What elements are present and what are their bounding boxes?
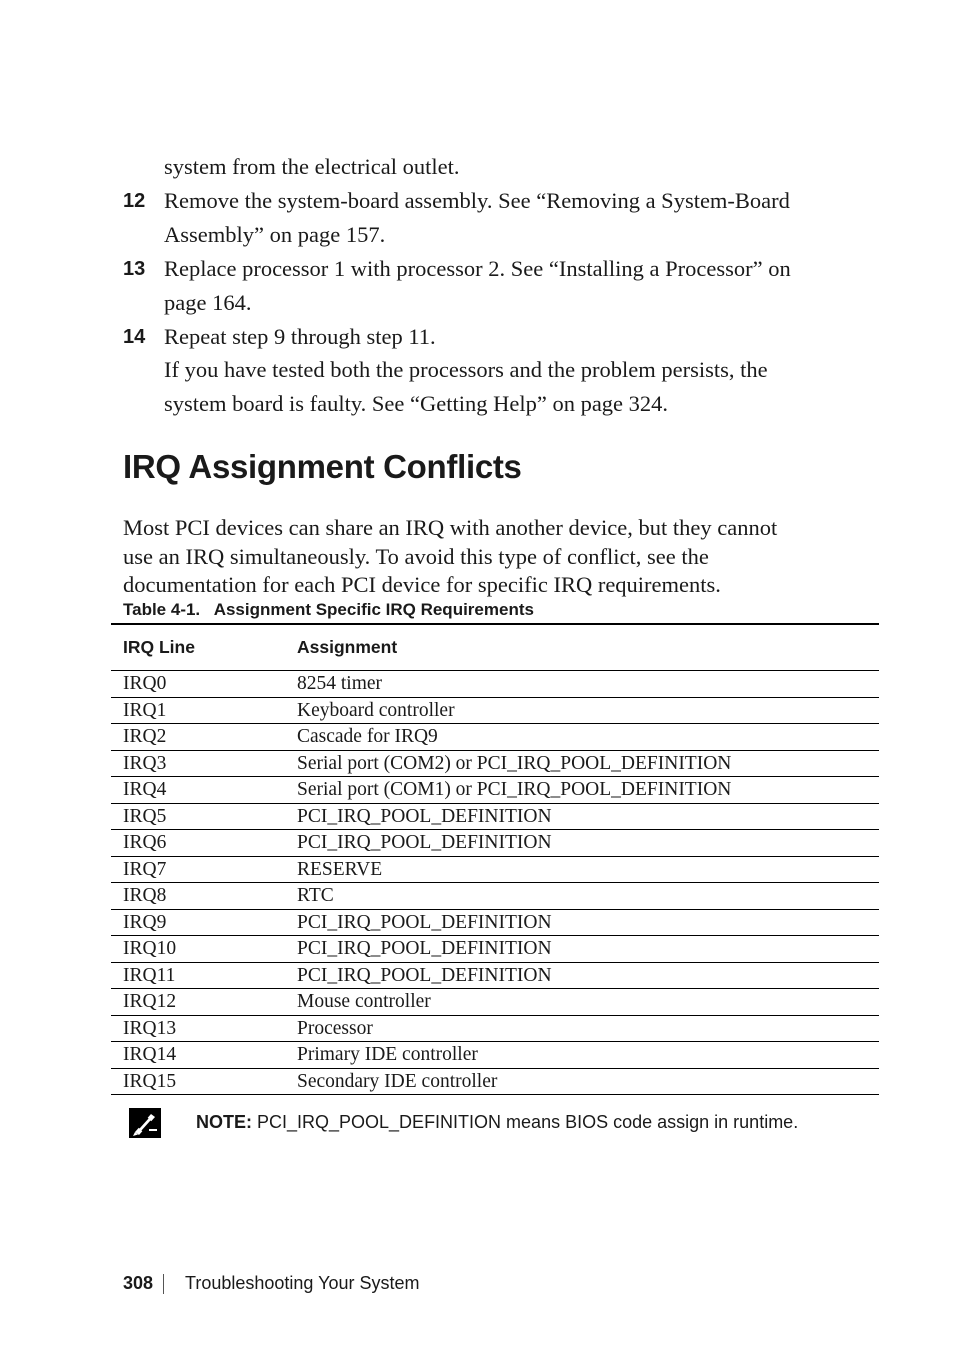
irq-line-cell: IRQ15 bbox=[111, 1068, 285, 1095]
irq-line-cell: IRQ12 bbox=[111, 989, 285, 1016]
step-13-line-2: page 164. bbox=[164, 290, 252, 315]
step-14-line-3: system board is faulty. See “Getting Help” on page 324. bbox=[164, 391, 669, 416]
note-label: NOTE: bbox=[196, 1112, 252, 1132]
intro-line-3: documentation for each PCI device for specific IRQ requirements. bbox=[123, 572, 721, 597]
table-row bbox=[111, 777, 879, 804]
footer-title: Troubleshooting Your System bbox=[185, 1273, 420, 1293]
table-row bbox=[111, 1042, 879, 1069]
intro-line-1: Most PCI devices can share an IRQ with another device, but they cannot bbox=[123, 515, 778, 540]
irq-line-cell: IRQ6 bbox=[111, 830, 285, 857]
assignment-cell: PCI_IRQ_POOL_DEFINITION bbox=[285, 803, 879, 830]
table-row bbox=[111, 750, 879, 777]
irq-line-cell: IRQ4 bbox=[111, 777, 285, 804]
section-heading: IRQ Assignment Conflicts bbox=[123, 448, 522, 485]
irq-line-cell: IRQ3 bbox=[111, 750, 285, 777]
header-assignment: Assignment bbox=[285, 624, 879, 671]
assignment-cell: RTC bbox=[285, 883, 879, 910]
step-13-line-1: Replace processor 1 with processor 2. See “Installing a Processor” on bbox=[164, 256, 791, 281]
table-body bbox=[111, 671, 879, 1095]
assignment-cell: PCI_IRQ_POOL_DEFINITION bbox=[285, 830, 879, 857]
table-row bbox=[111, 724, 879, 751]
note-body: PCI_IRQ_POOL_DEFINITION means BIOS code assign in runtime. bbox=[252, 1112, 799, 1132]
assignment-cell: RESERVE bbox=[285, 856, 879, 883]
assignment-cell: Secondary IDE controller bbox=[285, 1068, 879, 1095]
assignment-cell: Mouse controller bbox=[285, 989, 879, 1016]
irq-line-cell: IRQ11 bbox=[111, 962, 285, 989]
assignment-cell: PCI_IRQ_POOL_DEFINITION bbox=[285, 909, 879, 936]
irq-line-cell: IRQ13 bbox=[111, 1015, 285, 1042]
table-row bbox=[111, 697, 879, 724]
table-row bbox=[111, 1068, 879, 1095]
assignment-cell: 8254 timer bbox=[285, 671, 879, 698]
table-row bbox=[111, 936, 879, 963]
table-row bbox=[111, 1015, 879, 1042]
step-number-12: 12 bbox=[123, 190, 146, 212]
step-14-line-1: Repeat step 9 through step 11. bbox=[164, 324, 436, 349]
irq-line-cell: IRQ1 bbox=[111, 697, 285, 724]
assignment-cell: Keyboard controller bbox=[285, 697, 879, 724]
table-row bbox=[111, 830, 879, 857]
table-caption: Table 4-1. Assignment Specific IRQ Requirements bbox=[123, 600, 534, 619]
table-row bbox=[111, 989, 879, 1016]
table-row bbox=[111, 671, 879, 698]
assignment-cell: PCI_IRQ_POOL_DEFINITION bbox=[285, 936, 879, 963]
assignment-cell: Cascade for IRQ9 bbox=[285, 724, 879, 751]
header-irq-line: IRQ Line bbox=[111, 624, 285, 671]
footer-divider bbox=[163, 1274, 164, 1294]
step-12-line-1: Remove the system-board assembly. See “Removing a System-Board bbox=[164, 188, 790, 213]
assignment-cell: Serial port (COM2) or PCI_IRQ_POOL_DEFINITION bbox=[285, 750, 879, 777]
irq-line-cell: IRQ7 bbox=[111, 856, 285, 883]
irq-line-cell: IRQ0 bbox=[111, 671, 285, 698]
assignment-cell: PCI_IRQ_POOL_DEFINITION bbox=[285, 962, 879, 989]
intro-line-2: use an IRQ simultaneously. To avoid this type of conflict, see the bbox=[123, 543, 709, 569]
table-row bbox=[111, 803, 879, 830]
note-text bbox=[196, 1112, 798, 1133]
intro-paragraph bbox=[123, 514, 823, 600]
pencil-note-icon bbox=[129, 1108, 161, 1138]
table-header-row bbox=[111, 624, 879, 671]
irq-line-cell: IRQ9 bbox=[111, 909, 285, 936]
table-row bbox=[111, 962, 879, 989]
irq-line-cell: IRQ2 bbox=[111, 724, 285, 751]
irq-line-cell: IRQ8 bbox=[111, 883, 285, 910]
table-row bbox=[111, 856, 879, 883]
irq-line-cell: IRQ14 bbox=[111, 1042, 285, 1069]
irq-line-cell: IRQ10 bbox=[111, 936, 285, 963]
step-14-line-2: If you have tested both the processors and the problem persists, the bbox=[164, 357, 768, 382]
page-number: 308 bbox=[123, 1273, 154, 1293]
irq-line-cell: IRQ5 bbox=[111, 803, 285, 830]
assignment-cell: Serial port (COM1) or PCI_IRQ_POOL_DEFINITION bbox=[285, 777, 879, 804]
step-12-line-2: Assembly” on page 157. bbox=[164, 222, 386, 247]
irq-assignment-table bbox=[111, 623, 879, 1095]
step-number-13: 13 bbox=[123, 258, 146, 280]
table-row bbox=[111, 909, 879, 936]
table-row bbox=[111, 883, 879, 910]
assignment-cell: Processor bbox=[285, 1015, 879, 1042]
step-continuation: system from the electrical outlet. bbox=[164, 154, 460, 179]
assignment-cell: Primary IDE controller bbox=[285, 1042, 879, 1069]
step-number-14: 14 bbox=[123, 326, 146, 348]
